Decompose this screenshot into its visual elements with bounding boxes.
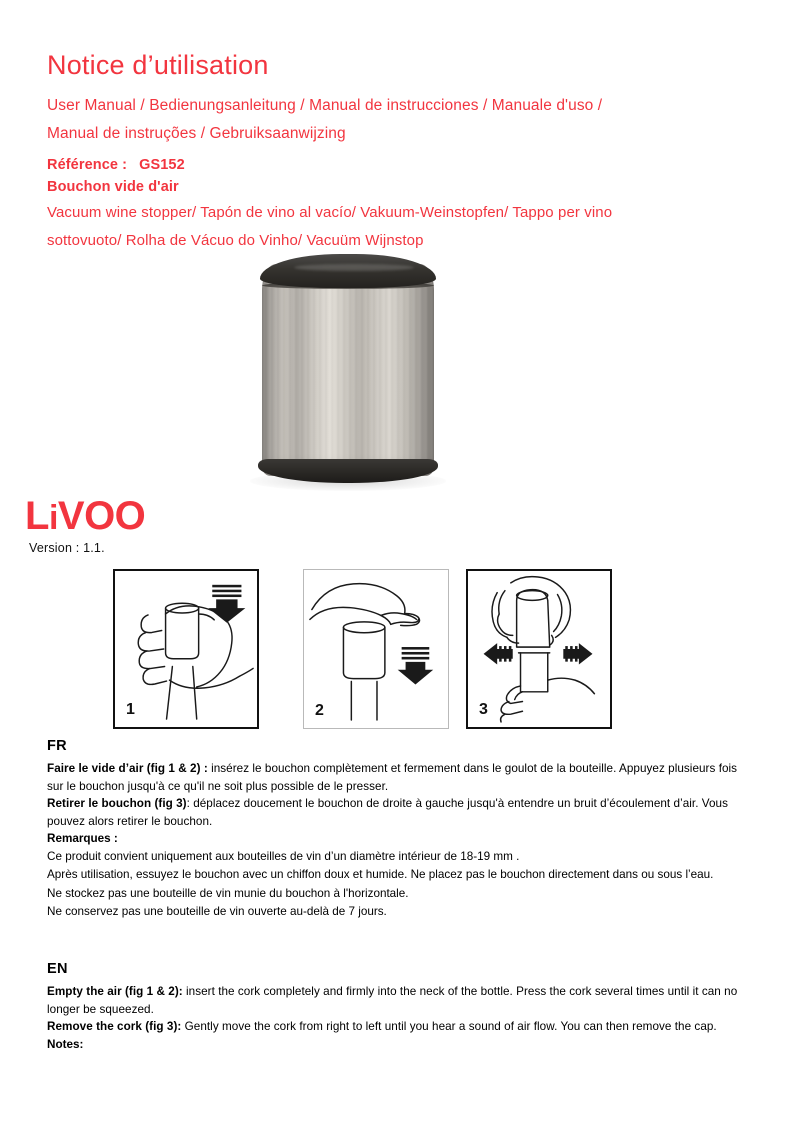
product-cap-highlight <box>294 264 414 271</box>
section-fr-paragraph-1 <box>47 760 755 795</box>
figure-1-down-arrow <box>208 585 245 623</box>
figure-1-illustration <box>115 571 257 727</box>
version-text: Version : 1.1. <box>29 541 105 555</box>
section-en-paragraph-2-lead: Remove the cork (fig 3): <box>47 1020 182 1034</box>
figure-1-number: 1 <box>126 701 135 718</box>
section-en-paragraph-2 <box>47 1018 755 1036</box>
subtitle-line-1: User Manual / Bedienungsanleitung / Manual de instrucciones / Manuale d'uso / <box>47 97 603 114</box>
product-brushed-metal-sheen <box>262 264 434 476</box>
livoo-logo-text <box>25 494 145 540</box>
reference-line <box>47 154 757 176</box>
logo-letter-l: L <box>25 494 49 538</box>
section-fr-note-4: Ne conservez pas une bouteille de vin ouverte au-delà de 7 jours. <box>47 905 387 919</box>
section-en-paragraph-1-lead: Empty the air (fig 1 & 2): <box>47 985 183 998</box>
logo-letter-i: i <box>48 499 58 537</box>
section-en-language-code: EN <box>47 961 68 977</box>
reference-value: GS152 <box>139 157 185 173</box>
figure-2-illustration <box>304 570 448 728</box>
section-en-paragraph-2-body: Gently move the cork from right to left until you hear a sound of air flow. You can then remove the cap. <box>181 1020 717 1034</box>
section-fr-paragraph-1-body: insérez le bouchon complètement et fermement dans le goulot de la bouteille. Appuyez plusieurs fois sur le bouchon jusqu'à ce qu'il ne soit plus possible de le presser. <box>47 762 738 793</box>
section-fr-note-3: Ne stockez pas une bouteille de vin munie du bouchon à l'horizontale. <box>47 886 409 900</box>
section-en <box>47 961 755 1053</box>
figure-3-right-arrow <box>563 643 592 664</box>
section-en-notes-heading: Notes: <box>47 1037 84 1051</box>
figure-3-number: 3 <box>479 701 488 718</box>
document-header <box>47 48 757 254</box>
logo-letters-voo: VOO <box>57 494 146 538</box>
product-top-cap <box>260 254 436 288</box>
section-fr-paragraph-2-lead: Retirer le bouchon (fig 3) <box>47 797 187 811</box>
product-body-stainless-cylinder <box>262 264 434 476</box>
figure-2 <box>303 569 449 729</box>
figure-2-down-arrow <box>398 647 434 684</box>
figure-3 <box>466 569 612 729</box>
section-fr-notes-heading: Remarques : <box>47 832 118 846</box>
section-en-paragraph-1-body: insert the cork completely and firmly into the neck of the bottle. Press the cork several times until it can no longer be squeezed. <box>47 985 738 1016</box>
page-title: Notice d’utilisation <box>47 50 269 80</box>
subtitle-line-2: Manual de instruções / Gebruiksaanwijzing <box>47 125 346 142</box>
figure-1 <box>113 569 259 729</box>
section-fr-note-2: Après utilisation, essuyez le bouchon avec un chiffon doux et humide. Ne placez pas le bouchon directement dans ou sous l’eau. <box>47 868 714 882</box>
reference-label: Référence : <box>47 157 128 173</box>
figure-2-number: 2 <box>315 702 324 719</box>
section-fr <box>47 738 755 922</box>
section-fr-note-1: Ce produit convient uniquement aux bouteilles de vin d’un diamètre intérieur de 18-19 mm . <box>47 849 520 863</box>
product-photo <box>248 248 448 493</box>
section-fr-paragraph-2-body: : déplacez doucement le bouchon de droite à gauche jusqu'à entendre un bruit d’écoulement d’air. Vous pouvez alors retirer le bouchon. <box>47 797 728 828</box>
product-name: Bouchon vide d'air <box>47 179 179 195</box>
section-fr-paragraph-2 <box>47 795 755 830</box>
product-translations-line-1: Vacuum wine stopper/ Tapón de vino al vacío/ Vakuum-Weinstopfen/ Tappo per vino <box>47 204 613 221</box>
product-translations-line-2: sottovuoto/ Rolha de Vácuo do Vinho/ Vacuüm Wijnstop <box>47 232 424 249</box>
livoo-logo <box>25 494 145 540</box>
figure-3-illustration <box>468 571 610 727</box>
section-fr-paragraph-1-lead: Faire le vide d’air (fig 1 & 2) : <box>47 762 208 775</box>
section-en-paragraph-1 <box>47 983 755 1018</box>
section-fr-language-code: FR <box>47 738 67 754</box>
figure-3-left-arrow <box>484 643 513 664</box>
instruction-figures <box>113 569 623 731</box>
